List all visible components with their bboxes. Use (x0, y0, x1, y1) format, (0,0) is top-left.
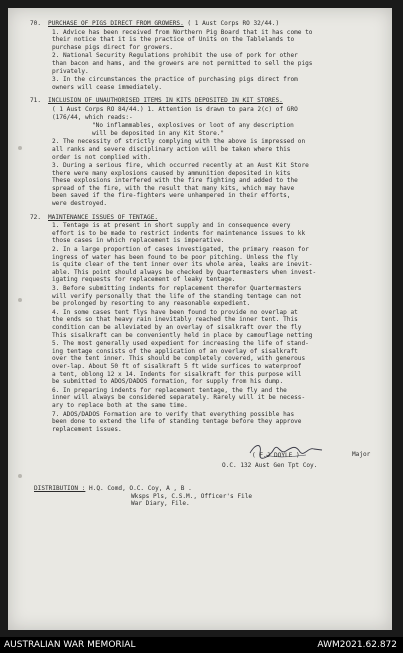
document-page (8, 8, 392, 630)
section-title: PURCHASE OF PIGS DIRECT FROM GROWERS. (48, 20, 184, 27)
text-line: "No inflammables, explosives or loot of any description (92, 122, 294, 130)
text-line: 5. The most generally used expedient for increasing the life of stand- (52, 340, 309, 348)
paragraph (52, 138, 380, 161)
signatory-rank: Major (352, 451, 371, 459)
text-line: igating requests for replacement of leaky tentage. (52, 276, 236, 284)
section-number: 71. (30, 97, 42, 105)
archive-footer (0, 637, 403, 653)
document-body (30, 18, 380, 508)
paragraph (52, 340, 380, 386)
text-line: ing tentage consists of the application of an overlay of sisalkraft (52, 347, 298, 355)
text-line: been saved if the fire-fighters were unhampered in their efforts, (52, 192, 291, 200)
text-line: all ranks and severe disciplinary action will be taken where this (52, 145, 291, 153)
section-gap (34, 91, 380, 95)
text-line: is quite clear of the tent inner over its whole area, leaks are inevit- (52, 261, 313, 269)
text-line: 3. During a serious fire, which occurred recently at an Aust Kit Store (52, 162, 309, 170)
text-line: spread of the fire, with the result that many kits, which may have (52, 184, 295, 192)
accession-number: AWM2021.62.872 (317, 640, 397, 650)
archive-name: AUSTRALIAN WAR MEMORIAL (4, 640, 136, 650)
paragraph (52, 309, 380, 339)
punch-hole-mark (18, 298, 22, 302)
signatory-name: ( F.J DOYLE ) (252, 452, 300, 460)
paragraph (52, 246, 380, 284)
text-line: there were many explosions caused by ammunition deposited in kits (52, 169, 291, 177)
text-line: 2. National Security Regulations prohibit the use of pork for other (52, 52, 298, 60)
signature-block (34, 441, 380, 483)
text-line: be submitted to ADOS/DADOS formation, for supply from his dump. (52, 378, 284, 386)
text-line: those cases in which replacement is imperative. (52, 237, 225, 245)
text-line: were destroyed. (52, 200, 108, 208)
text-line: (176/44, which reads:- (52, 113, 133, 121)
distribution-label: DISTRIBUTION : (34, 485, 86, 493)
paragraph (52, 162, 380, 208)
text-line: been done to extend the life of standing tentage before they approve (52, 418, 302, 426)
text-line: 3. In the circumstances the practice of purchasing pigs direct from (52, 76, 298, 84)
paragraph (52, 106, 380, 121)
section-gap (34, 208, 380, 212)
text-line: than bacon and hams, and the growers are not permitted to sell the pigs (52, 59, 313, 67)
paragraph (52, 411, 380, 434)
text-line: 2. The necessity of strictly complying with the above is impressed on (52, 138, 306, 146)
signatory-unit: O.C. 132 Aust Gen Tpt Coy. (222, 462, 318, 470)
distribution-line: Wksps Pls, C.S.M., Officer's File (131, 492, 253, 500)
section-heading (30, 97, 380, 105)
text-line: will be deposited in any Kit Store." (92, 129, 225, 137)
section-heading (30, 213, 380, 222)
text-line: 7. ADOS/DADOS Formation are to verify that everything possible has (52, 410, 295, 418)
text-line: 4. In some cases tent flys have been found to provide no overlap at (52, 308, 298, 316)
text-line: over the tent inner. This should be completely covered, with generous (52, 355, 306, 363)
paragraph (52, 29, 380, 52)
section-heading (30, 20, 380, 28)
punch-hole-mark (18, 146, 22, 150)
text-line: purchase pigs direct for growers. (52, 43, 174, 51)
paragraph (52, 222, 380, 245)
section-number: 70. (30, 20, 42, 27)
text-line: 1. Tentage is at present in short supply and in consequence every (52, 222, 291, 230)
text-line: a tent, oblong 12 x 14. Indents for sisalkraft for this purpose will (52, 370, 302, 378)
paragraph (52, 52, 380, 75)
section-title: MAINTENANCE ISSUES OF TENTAGE. (48, 213, 159, 221)
text-line: ary to replace both at the same time. (52, 401, 188, 409)
section-reference: ( 1 Aust Corps RO 32/44.) (187, 20, 280, 27)
text-line: will verify personally that the life of the standing tentage can not (52, 292, 302, 300)
text-line: These explosions interfered with the fire fighting and added to the (52, 177, 298, 185)
distribution-block (34, 485, 380, 508)
section-number: 72. (30, 213, 42, 221)
text-line: condition can be alleviated by an overlay of sisalkraft over the fly (52, 323, 302, 331)
text-line: their notice that it is the practice of Units on the Tablelands to (52, 36, 295, 44)
text-line: ingress of water has been found to be poor pitching. Unless the fly (52, 253, 298, 261)
text-line: ( 1 Aust Corps RO 84/44.) 1. Attention is drawn to para 2(c) of GRO (52, 105, 298, 113)
text-line: able. This point should always be checked by Quartermasters when invest- (52, 268, 317, 276)
section-gap (34, 433, 380, 437)
text-line: effort is to be made to restrict indents for maintenance issues to kk (52, 229, 306, 237)
orders-sections (30, 20, 380, 437)
text-line: privately. (52, 67, 89, 75)
text-line: 3. Before submitting indents for replacement therefor Quartermasters (52, 285, 302, 292)
text-line: order is not complied with. (52, 153, 152, 161)
distribution-line: H.Q. Comd, O.C. Coy, A , B . (89, 485, 192, 493)
text-line: replacement issues. (52, 425, 122, 433)
text-line: owners will cease immediately. (52, 83, 163, 91)
distribution-line: War Diary, File. (131, 500, 190, 508)
text-line: 6. In preparing indents for replacement tentage, the fly and the (52, 386, 287, 394)
text-line: inner will always be considered separately. Rarely will it be necess- (52, 394, 306, 402)
punch-hole-mark (18, 474, 22, 478)
paragraph (52, 285, 380, 308)
text-line: 1. Advice has been received from Northern Pig Board that it has come to (52, 28, 313, 36)
quoted-order (92, 122, 380, 137)
text-line: 2. In a large proportion of cases investigated, the primary reason for (52, 246, 309, 254)
section-title: INCLUSION OF UNAUTHORISED ITEMS IN KITS DEPOSITED IN KIT STORES. (48, 97, 283, 105)
text-line: be prolonged by resorting to any reasonable expedient. (52, 300, 251, 308)
text-line: the ends so that heavy rain inevitably reached the inner tent. This (52, 316, 298, 324)
paragraph (52, 76, 380, 91)
text-line: This sisalkraft can be conveniently held in place by camouflage netting (52, 331, 313, 339)
paragraph (52, 387, 380, 410)
text-line: over-lap. About 50 ft of sisalkraft 5 ft wide surfices to waterproof (52, 362, 302, 370)
